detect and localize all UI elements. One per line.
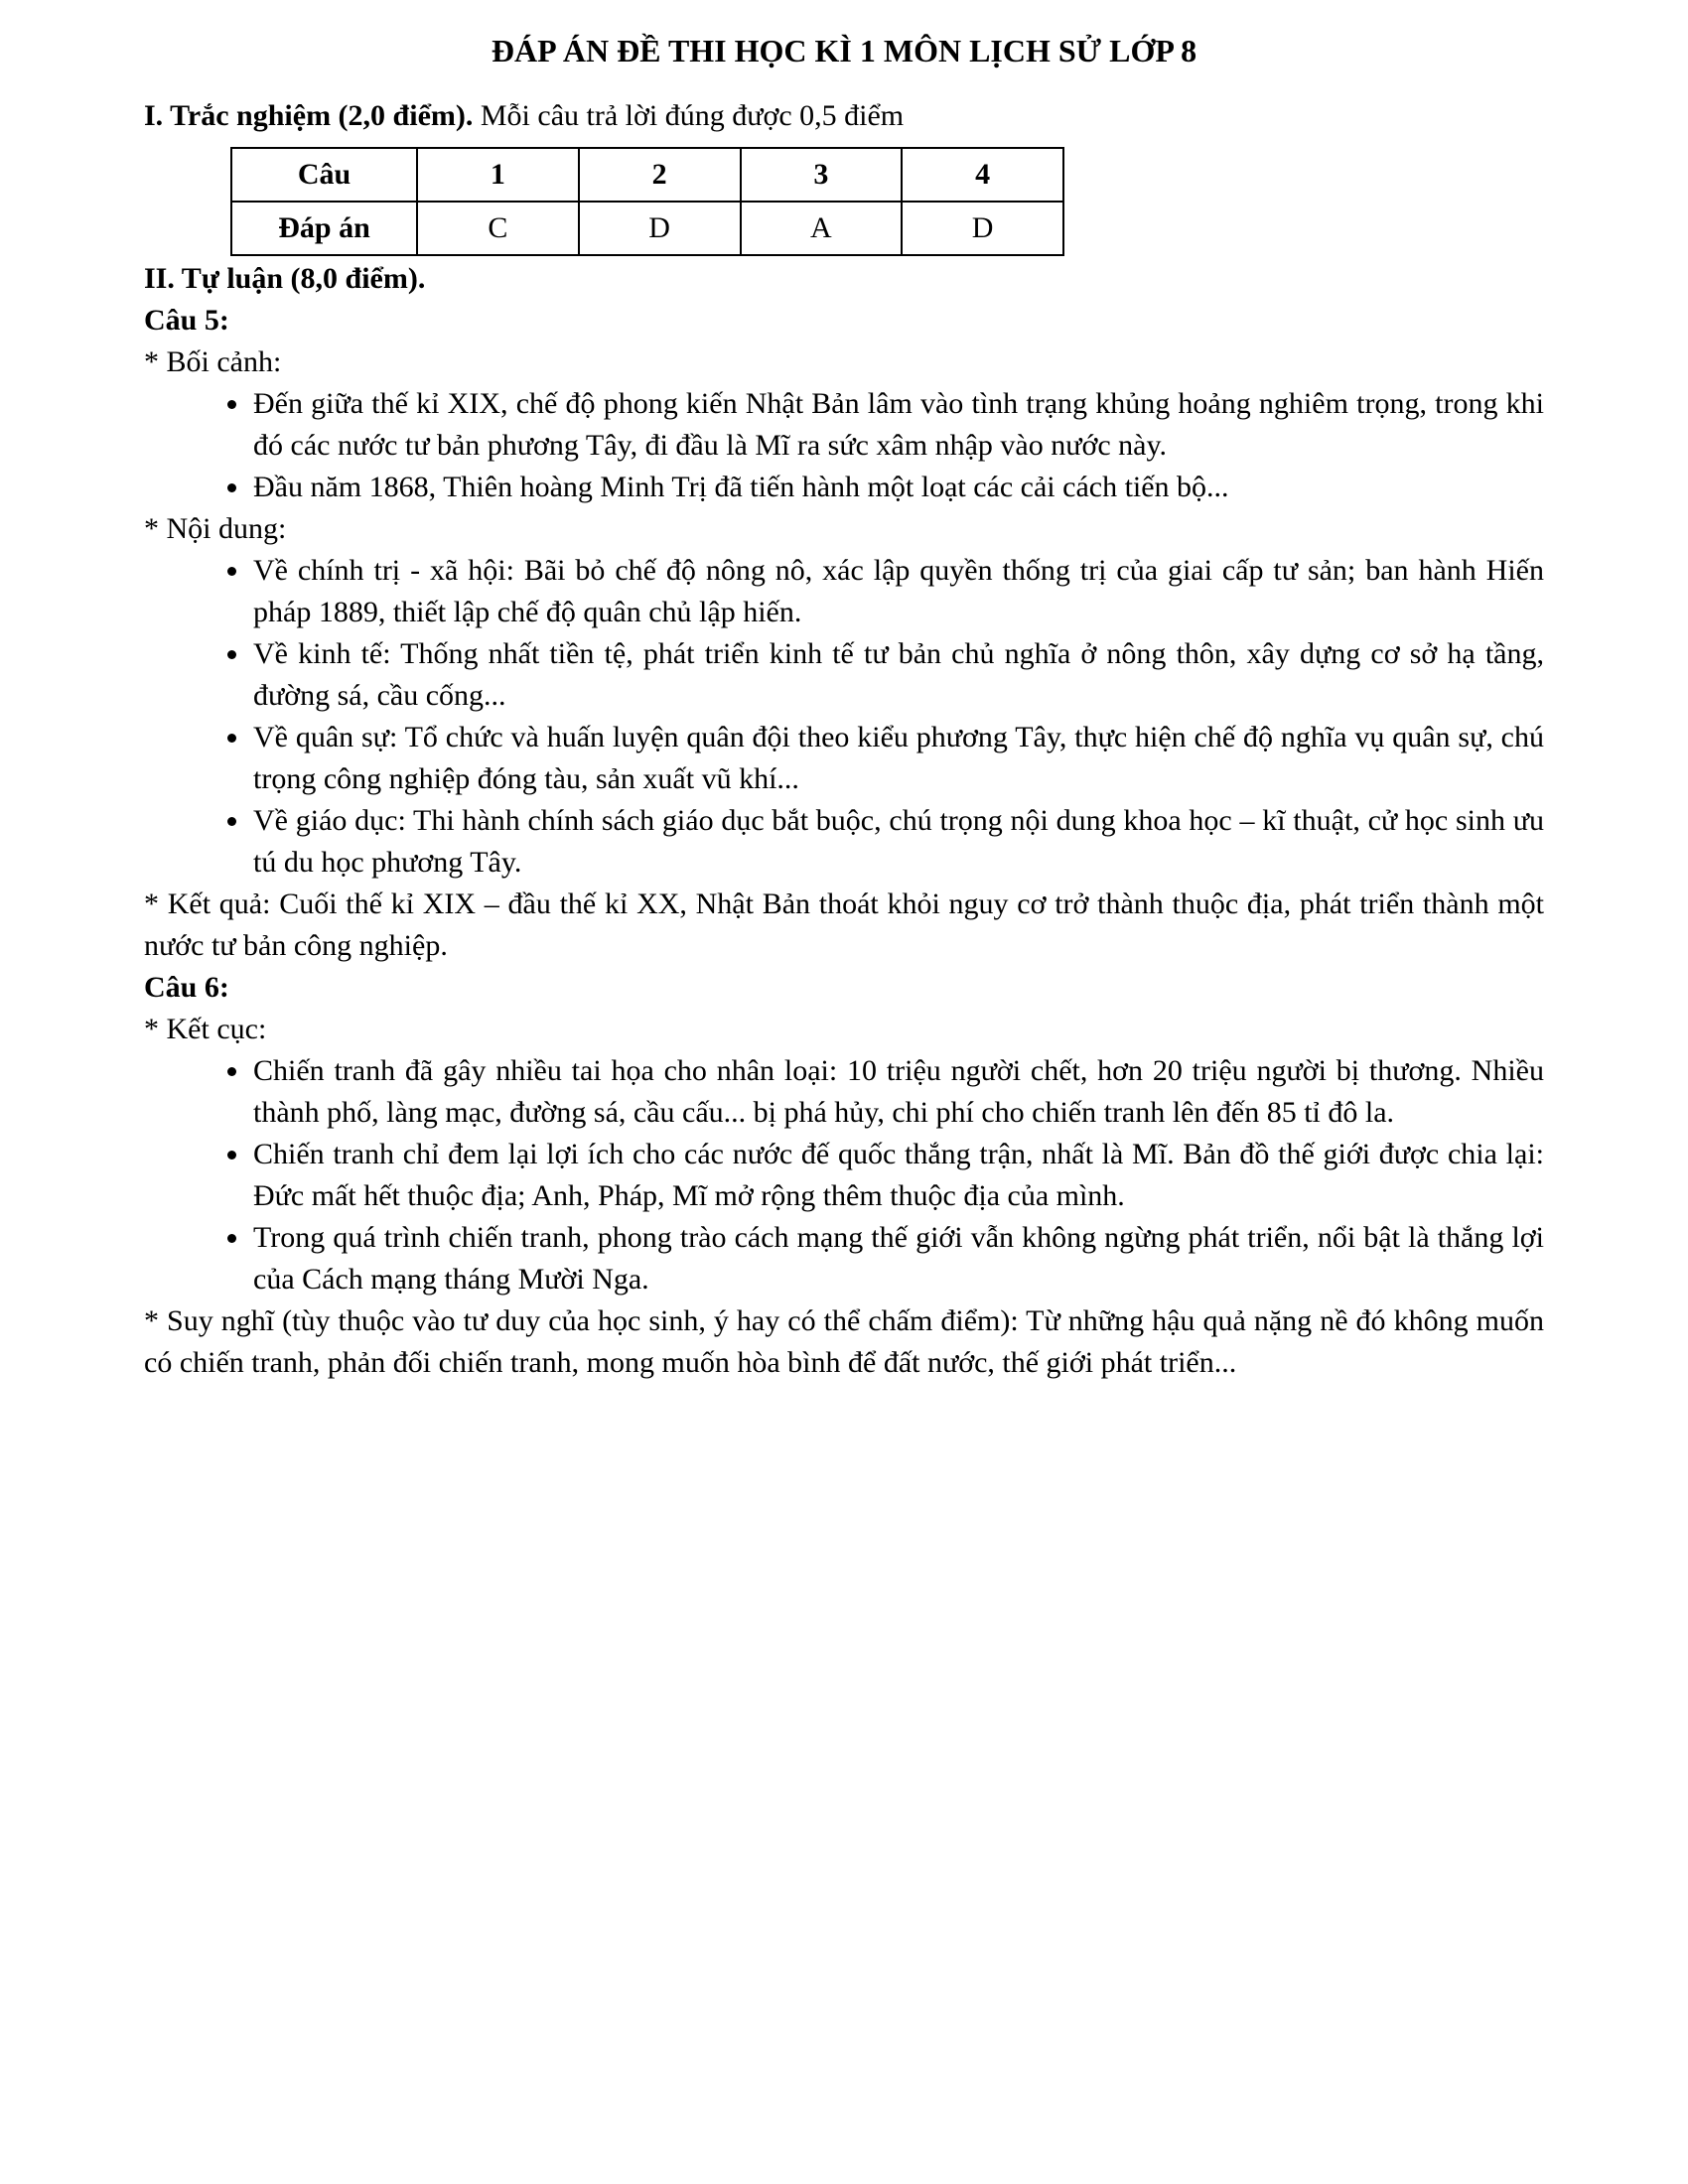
boi-canh-item: • Đến giữa thế kỉ XIX, chế độ phong kiến Nhật Bản lâm vào tình trạng khủng hoảng nghiêm trọng, trong khi đó các nước tư bản phương Tây, đi đầu là Mĩ ra sức xâm nhập vào nước này. [251, 383, 1544, 467]
question-number-cell: 4 [902, 148, 1063, 202]
cau6-ket-cuc-list [144, 1050, 1544, 1300]
section2-heading: II. Tự luận (8,0 điểm). [144, 262, 426, 295]
answer-cell: A [741, 202, 903, 255]
noi-dung-item: • Về chính trị - xã hội: Bãi bỏ chế độ nông nô, xác lập quyền thống trị của giai cấp tư sản; ban hành Hiến pháp 1889, thiết lập chế độ quân chủ lập hiến. [251, 550, 1544, 633]
boi-canh-item: • Đầu năm 1868, Thiên hoàng Minh Trị đã tiến hành một loạt các cải cách tiến bộ... [251, 467, 1544, 508]
table-row-answers [231, 202, 1063, 255]
noi-dung-item: • Về quân sự: Tổ chức và huấn luyện quân đội theo kiểu phương Tây, thực hiện chế độ nghĩa vụ quân sự, chú trọng công nghiệp đóng tàu, sản xuất vũ khí... [251, 717, 1544, 800]
table-row-questions [231, 148, 1063, 202]
ket-cuc-item: • Chiến tranh chỉ đem lại lợi ích cho các nước đế quốc thắng trận, nhất là Mĩ. Bản đồ thế giới được chia lại: Đức mất hết thuộc địa; Anh, Pháp, Mĩ mở rộng thêm thuộc địa của mình. [251, 1134, 1544, 1217]
answer-cell: C [417, 202, 579, 255]
cau5-boi-canh-list [144, 383, 1544, 508]
cau5-noi-dung-list [144, 550, 1544, 884]
answer-cell: D [579, 202, 741, 255]
answer-cell: D [902, 202, 1063, 255]
cau5-boi-canh-label: * Bối cảnh: [144, 345, 282, 378]
cau6-heading: Câu 6: [144, 971, 229, 1004]
section1-heading-bold: I. Trắc nghiệm (2,0 điểm). [144, 99, 474, 132]
ket-cuc-item: • Chiến tranh đã gây nhiều tai họa cho nhân loại: 10 triệu người chết, hơn 20 triệu người bị thương. Nhiều thành phố, làng mạc, đường sá, cầu cấu... bị phá hủy, chi phí cho chiến tranh lên đến 85 tỉ đô la. [251, 1050, 1544, 1134]
cau5-noi-dung-label: * Nội dung: [144, 512, 287, 545]
answer-label-cell: Đáp án [231, 202, 417, 255]
page-title: ĐÁP ÁN ĐỀ THI HỌC KÌ 1 MÔN LỊCH SỬ LỚP 8 [491, 33, 1197, 68]
ket-cuc-item: • Trong quá trình chiến tranh, phong trào cách mạng thế giới vẫn không ngừng phát triển, nổi bật là thắng lợi của Cách mạng tháng Mười Nga. [251, 1217, 1544, 1300]
section1-heading [144, 95, 1544, 137]
answer-key-table [230, 147, 1064, 256]
noi-dung-item: • Về giáo dục: Thi hành chính sách giáo dục bắt buộc, chú trọng nội dung khoa học – kĩ thuật, cử học sinh ưu tú du học phương Tây. [251, 800, 1544, 884]
cau5-heading: Câu 5: [144, 304, 229, 337]
question-number-cell: 2 [579, 148, 741, 202]
noi-dung-item: • Về kinh tế: Thống nhất tiền tệ, phát triển kinh tế tư bản chủ nghĩa ở nông thôn, xây dựng cơ sở hạ tầng, đường sá, cầu cống... [251, 633, 1544, 717]
cau6-ket-cuc-label: * Kết cục: [144, 1013, 267, 1045]
question-number-cell: 3 [741, 148, 903, 202]
cau5-ket-qua: * Kết quả: Cuối thế kỉ XIX – đầu thế kỉ XX, Nhật Bản thoát khỏi nguy cơ trở thành thuộc địa, phát triển thành một nước tư bản công nghiệp. [144, 887, 1544, 962]
question-number-cell: 1 [417, 148, 579, 202]
question-label-cell: Câu [231, 148, 417, 202]
cau6-suy-nghi: * Suy nghĩ (tùy thuộc vào tư duy của học sinh, ý hay có thể chấm điểm): Từ những hậu quả nặng nề đó không muốn có chiến tranh, phản đối chiến tranh, mong muốn hòa bình để đất nước, thế giới phát triển... [144, 1304, 1544, 1379]
section1-heading-rest: Mỗi câu trả lời đúng được 0,5 điểm [473, 99, 905, 132]
